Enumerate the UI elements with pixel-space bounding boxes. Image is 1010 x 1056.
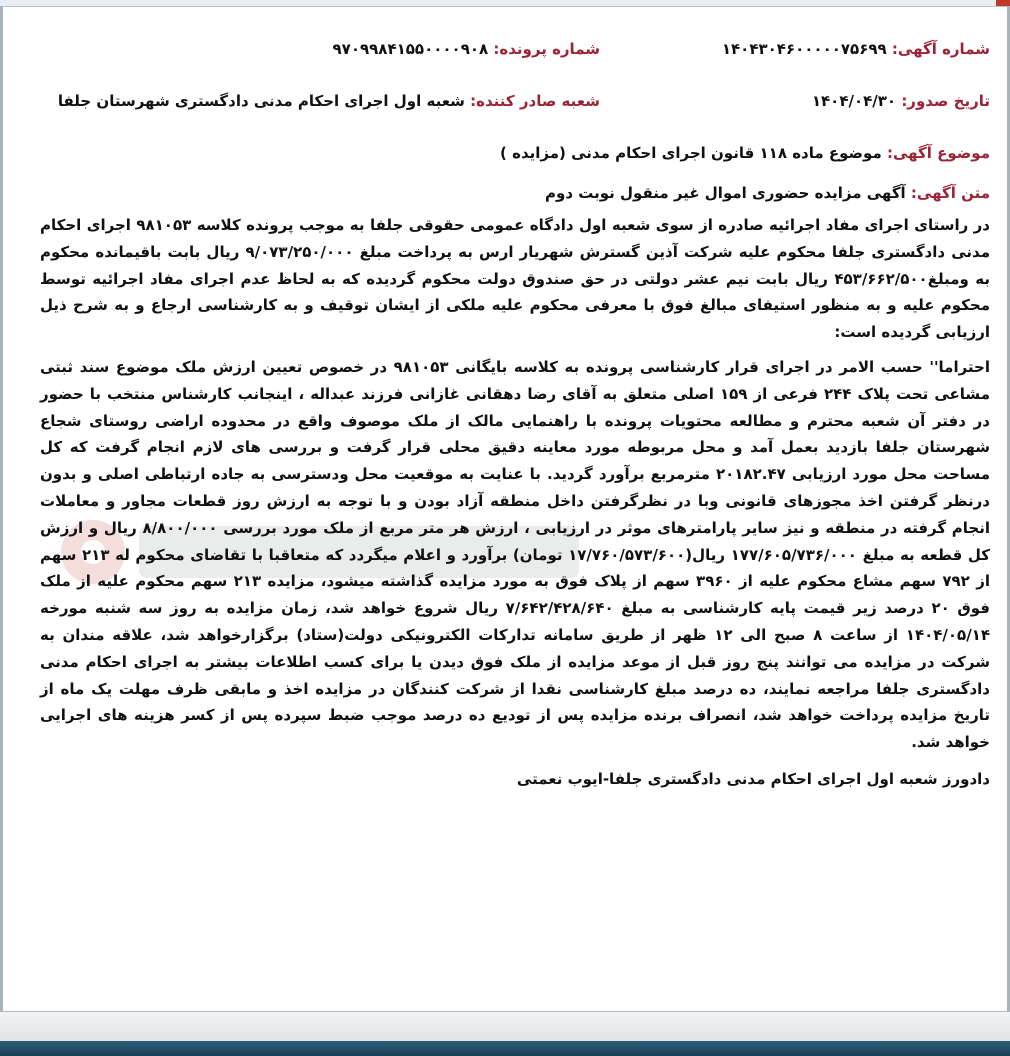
- subject-label: موضوع آگهی:: [886, 144, 990, 162]
- body-title-field: [40, 184, 990, 202]
- notice-number-field: [722, 40, 990, 58]
- notice-number-label: شماره آگهی:: [891, 40, 990, 58]
- body-paragraph-1: در راستای اجرای مفاد اجرائیه صادره از سوی شعبه اول دادگاه عمومی حقوقی جلفا به موجب پرونده کلاسه ۹۸۱۰۵۳ اجرای احکام مدنی دادگستری جلفا محکوم علیه شرکت آذین گسترش شهریار ارس به پرداخت مبلغ ۹/۰۷۳/۲۵۰/۰۰۰ ریال بابت باقیمانده محکوم به ومبلغ۴۵۳/۶۶۲/۵۰۰ ریال بابت نیم عشر دولتی در حق صندوق دولت محکوم گردیده که به لحاظ عدم اجرای مفاد اجرائیه توسط محکوم علیه و به منظور استیفای مبالغ فوق با معرفی محکوم علیه ملکی از ایشان توقیف و به کارشناسی ارجاع و به شرح ذیل ارزیابی گردیده است:: [40, 216, 990, 342]
- window-footer-bar: [0, 1011, 1010, 1042]
- subject-field: [40, 144, 990, 162]
- body-paragraph-2: احتراما'' حسب الامر در اجرای قرار کارشناسی پرونده به کلاسه بایگانی ۹۸۱۰۵۳ در خصوص تعیین ارزش ملک موضوع سند ثبتی مشاعی تحت پلاک ۲۴۴ فرعی از ۱۵۹ اصلی متعلق به آقای رضا دهقانی غازانی فرزند عبداله ، اینجانب کارشناس منتخب با حضور در دفتر آن شعبه محترم و مطالعه محتویات پرونده با راهنمایی مالک از ملک موصوف واقع در محدوده اراضی روستای شجاع شهرستان جلفا بازدید بعمل آمد و محل مربوطه مورد معاینه دقیق محلی قرار گرفت و بررسی های لازم انجام گرفت که کل مساحت محل مورد ارزیابی ۲۰۱۸۲.۴۷ مترمربع برآورد گردید. با عنایت به موقعیت محل ودسترسی به جاده ارتباطی اصلی و بدون درنظر گرفتن اخذ مجوزهای قانونی وبا در نظرگرفتن داخل منطقه آزاد بودن و با توجه به ارزش روز قطعات مجاور و معاملات انجام گرفته در منطقه و نیز سایر پارامترهای موثر در ارزیابی ، ارزش هر متر مربع از ملک مورد بررسی ۸/۸۰۰/۰۰۰ ریال و ارزش کل قطعه به مبلغ ۱۷۷/۶۰۵/۷۳۶/۰۰۰ ریال(۱۷/۷۶۰/۵۷۳/۶۰۰ تومان) برآورد و اعلام میگردد که متعاقبا با تقاضای محکوم له ۲۱۳ سهم از ۷۹۲ سهم مشاع محکوم علیه از ۳۹۶۰ سهم از پلاک فوق به مورد مزایده گذاشته میشود، مزایده ۲۱۳ سهم محکوم علیه از ملک فوق ۲۰ درصد زیر قیمت پایه کارشناسی به مبلغ ۷/۶۴۲/۴۲۸/۶۴۰ ریال شروع خواهد شد، زمان مزایده به روز سه شنبه مورخه ۱۴۰۴/۰۵/۱۴ از ساعت ۸ صبح الی ۱۲ ظهر از طریق سامانه تدارکات الکترونیکی دولت(ستاد) برگزارخواهد شد، علاقه مندان به شرکت در مزایده می توانند پنج روز قبل از موعد مزایده از ملک فوق دیدن یا برای کسب اطلاعات بیشتر به اجرای احکام مدنی دادگستری جلفا مراجعه نمایند، ده درصد مبلغ کارشناسی نقدا از شرکت کنندگان در مزایده اخذ و مابقی ظرف مهلت یک ماه از تاریخ مزایده پرداخت خواهد شد، انصراف برنده مزایده پس از تودیع ده درصد موجب ضبط سپرده پس از کسر هزینه های اجرایی خواهد شد.: [40, 357, 991, 752]
- header-row-1: [40, 40, 990, 66]
- body-label: متن آگهی:: [910, 184, 990, 202]
- body-title: آگهی مزایده حضوری اموال غیر منقول نوبت دوم: [545, 184, 906, 202]
- window-left-border: [0, 6, 3, 1011]
- subject-value: موضوع ماده ۱۱۸ قانون اجرای احکام مدنی (مزایده ): [500, 144, 882, 162]
- issuing-branch-label: شعبه صادر کننده:: [470, 92, 600, 110]
- issuing-branch-value: شعبه اول اجرای احکام مدنی دادگستری شهرستان جلفا: [57, 92, 465, 110]
- signature-line: دادورز شعبه اول اجرای احکام مدنی دادگستری جلفا-ایوب نعمتی: [516, 769, 990, 788]
- issue-date-label: تاریخ صدور:: [901, 92, 990, 110]
- issuing-branch-field: [58, 92, 600, 110]
- taskbar-band: [0, 1041, 1010, 1056]
- issue-date-field: [812, 92, 990, 110]
- notice-number-value: ۱۴۰۴۳۰۴۶۰۰۰۰۰۷۵۶۹۹: [721, 40, 887, 58]
- notice-document: [40, 40, 990, 801]
- case-number-value: ۹۷۰۹۹۸۴۱۵۵۰۰۰۰۹۰۸: [332, 40, 489, 58]
- case-number-field: [333, 40, 600, 58]
- issue-date-value: ۱۴۰۴/۰۴/۳۰: [811, 92, 897, 110]
- case-number-label: شماره پرونده:: [493, 40, 600, 58]
- window-top-strip: [0, 0, 1010, 7]
- header-row-2: [40, 92, 990, 118]
